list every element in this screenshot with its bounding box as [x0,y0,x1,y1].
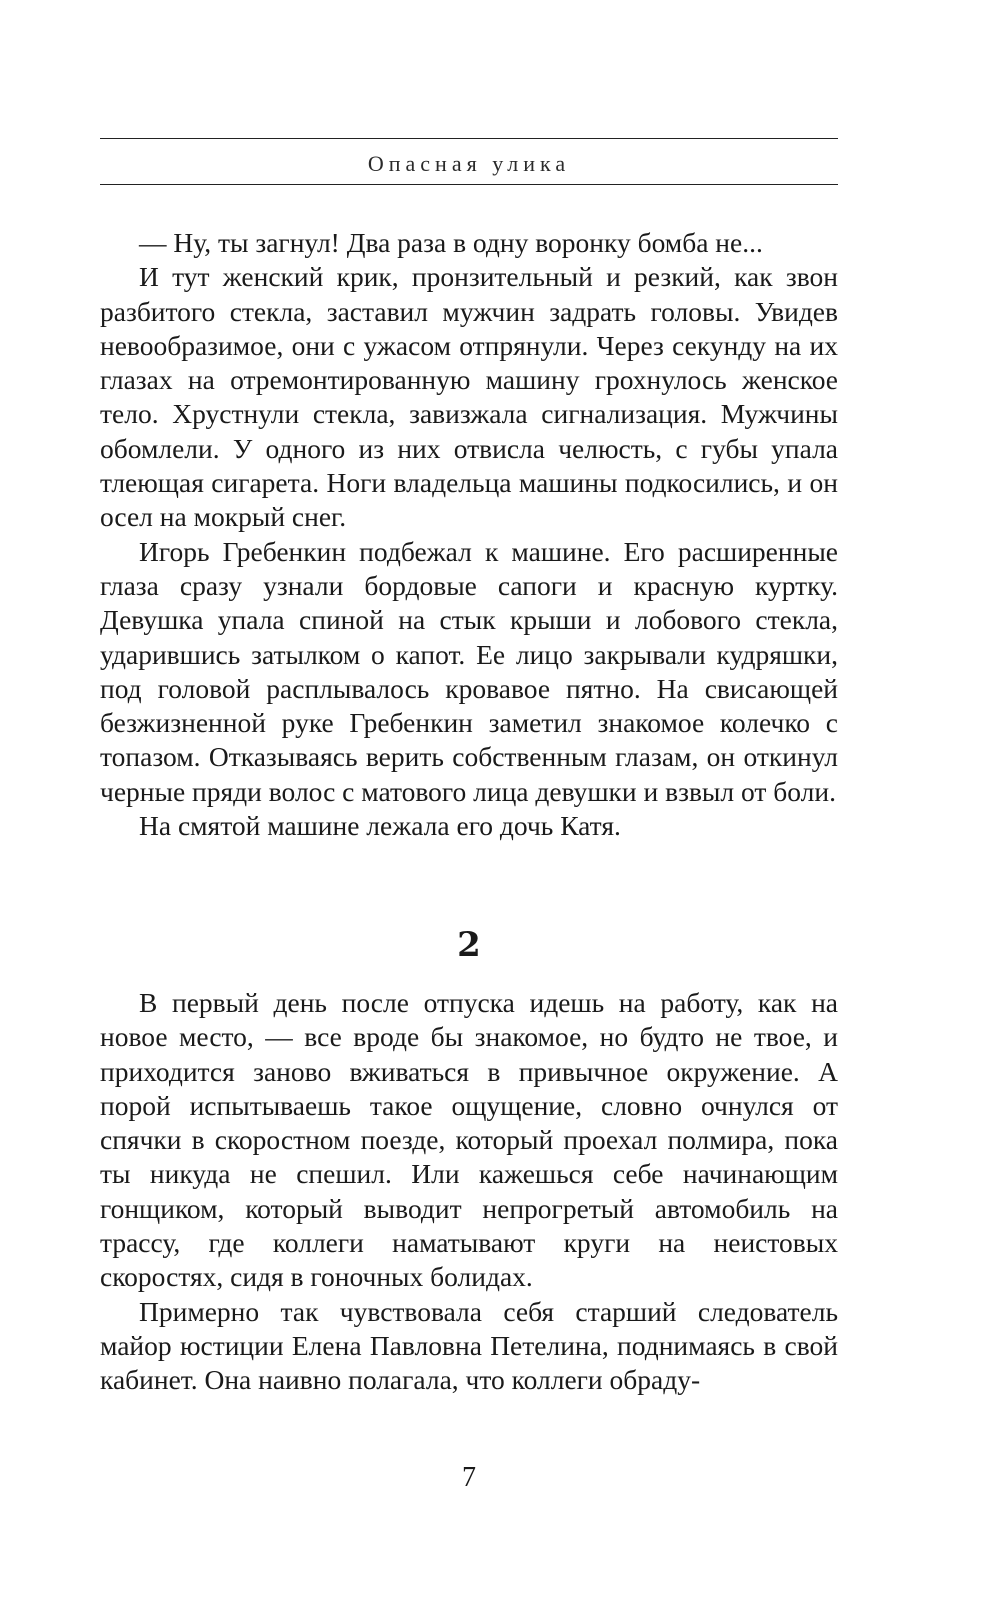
running-head: Опасная улика [367,151,571,176]
paragraph: — Ну, ты загнул! Два раза в одну воронку бомба не... [139,227,763,258]
section-1-text [100,226,838,843]
section-2-text [100,986,838,1398]
paragraph: И тут женский крик, пронзительный и резкий, как звон разбитого стекла, заставил мужчин задрать головы. Увидев невообразимое, они с ужасом отпрянули. Через секунду на их глазах на отремонтированную машину грохнулось женское тело. Хрустнули стекла, завизжала сигнализация. Мужчины обомлели. У одного из них отвисла челюсть, с губы упала тлеющая сигарета. Ноги владельца машины подкосились, и он осел на мокрый снег. [100,261,838,533]
header-bottom-rule [100,184,838,185]
chapter-number: 2 [457,925,481,965]
paragraph: В первый день после отпуска идешь на работу, как на новое место, — все вроде бы знакомое, но будто не твое, и приходится заново вживаться в привычное окружение. А порой испытываешь такое ощущение, словно очнулся от спячки в скоростном поезде, который проехал полмира, пока ты никуда не спешил. Или кажешься себе начинающим гонщиком, который выводит непрогретый автомобиль на трассу, где коллеги наматывают круги на неистовых скоростях, сидя в гоночных болидах. [100,987,838,1293]
header-top-rule [100,138,838,139]
paragraph: На смятой машине лежала его дочь Катя. [139,810,621,842]
page-number: 7 [462,1462,476,1493]
paragraph: Игорь Гребенкин подбежал к машине. Его расширенные глаза сразу узнали бордовые сапоги и красную куртку. Девушка упала спиной на стык крыши и лобового стекла, ударившись затылком о капот. Ее лицо закрывали кудряшки, под головой расплывалось кровавое пятно. На свисающей безжизненной руке Гребенкин заметил знакомое колечко с топазом. Отказываясь верить собственным глазам, он откинул черные пряди волос с матового лица девушки и взвыл от боли. [100,535,838,807]
paragraph: Примерно так чувствовала себя старший следователь майор юстиции Елена Павловна Петелина, поднимаясь в свой кабинет. Она наивно полагала, что коллеги обраду- [100,1295,838,1396]
